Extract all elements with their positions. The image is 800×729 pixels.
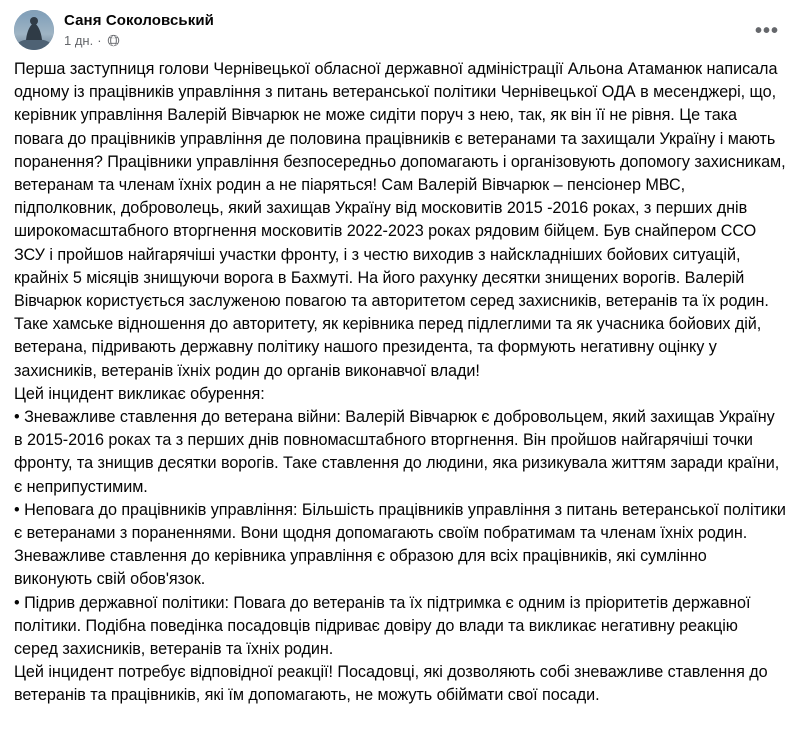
post-header <box>14 10 786 56</box>
post-meta <box>64 32 214 49</box>
post-paragraph: Цей інцидент потребує відповідної реакції! Посадовці, які дозволяють собі зневажливе ставлення до ветеранів та працівників, які їм допомагають, не можуть обіймати свої посади. <box>14 663 768 705</box>
post-paragraph: • Зневажливе ставлення до ветерана війни: Валерій Вівчарюк є добровольцем, який захищав Україну в 2015-2016 роках та з перших днів повномасштабного вторгнення. Він пройшов найгарячіші точки фронту, та знищив десятки ворогів. Таке ставлення до людини, яка ризикувала життям заради країни, є неприпустимим. <box>14 408 780 496</box>
post-paragraph: • Підрив державної політики: Повага до ветеранів та їх підтримка є одним із пріоритетів державної політики. Подібна поведінка посадовців підриває довіру до влади та викликає негативну реакцію серед захисників, ветеранів та їхніх родин. <box>14 593 751 659</box>
meta-separator: · <box>97 33 102 48</box>
post-paragraph: • Неповага до працівників управління: Більшість працівників управління з питань ветеранської політики є ветеранами з пораненнями. Вони щодня допомагають своїм побратимам та членам їхніх родин. Зневажливе ставлення до керівника управління є образою для всіх працівників, які сумлінно виконують свій обов'язок. <box>14 500 786 589</box>
post-body <box>14 56 786 708</box>
globe-icon[interactable] <box>107 34 120 47</box>
post-paragraph: Перша заступниця голови Чернівецької обласної державної адміністрації Альона Атаманюк написала одному із працівників управління з питань ветеранської політики Чернівецької ОДА в месенджері, що, керівник управління Валерій Вівчарюк не може сидіти поруч з нею, так, як він її не рівня. Це така повага до працівників управління де половина працівників є ветеранами та захищали Україну і мають поранення? Працівники управління безпосередньо допомагають і організовують допомогу захисникам, ветеранам та членам їхніх родин а не піаряться! Сам Валерій Вівчарюк – пенсіонер МВС, підполковник, доброволець, який захищав Україну від московитів 2015 -2016 роках, з перших днів широкомасштабного вторгнення московитів 2022-2023 роках рядовим бійцем. Був снайпером ССО ЗСУ і пройшов найгарячіші участки фронту, і з честю виходив з найскладніших бойових ситуацій, крайніх 5 місяців знищуючи ворога в Бахмуті. На його рахунку десятки знищених ворогів. Валерій Вівчарюк користується заслуженою повагою та авторитетом серед захисників, ветеранів та їх родин. Таке хамське відношення до авторитету, як керівника перед підлеглими та як учасника бойових дій, ветерана, підривають державну політику нашого президента, та формують негативну оцінку у захисників, ветеранів їхніх родин до органів виконавчої влади! <box>14 60 786 380</box>
avatar[interactable] <box>14 10 54 50</box>
avatar-photo <box>14 10 54 50</box>
post-timestamp[interactable]: 1 дн. <box>64 33 94 48</box>
post-header-text <box>64 10 214 49</box>
post-options-button[interactable]: ••• <box>754 20 779 42</box>
post-paragraph: Цей інцидент викликає обурення: <box>14 384 265 403</box>
post-author-name[interactable]: Саня Соколовський <box>64 12 214 29</box>
